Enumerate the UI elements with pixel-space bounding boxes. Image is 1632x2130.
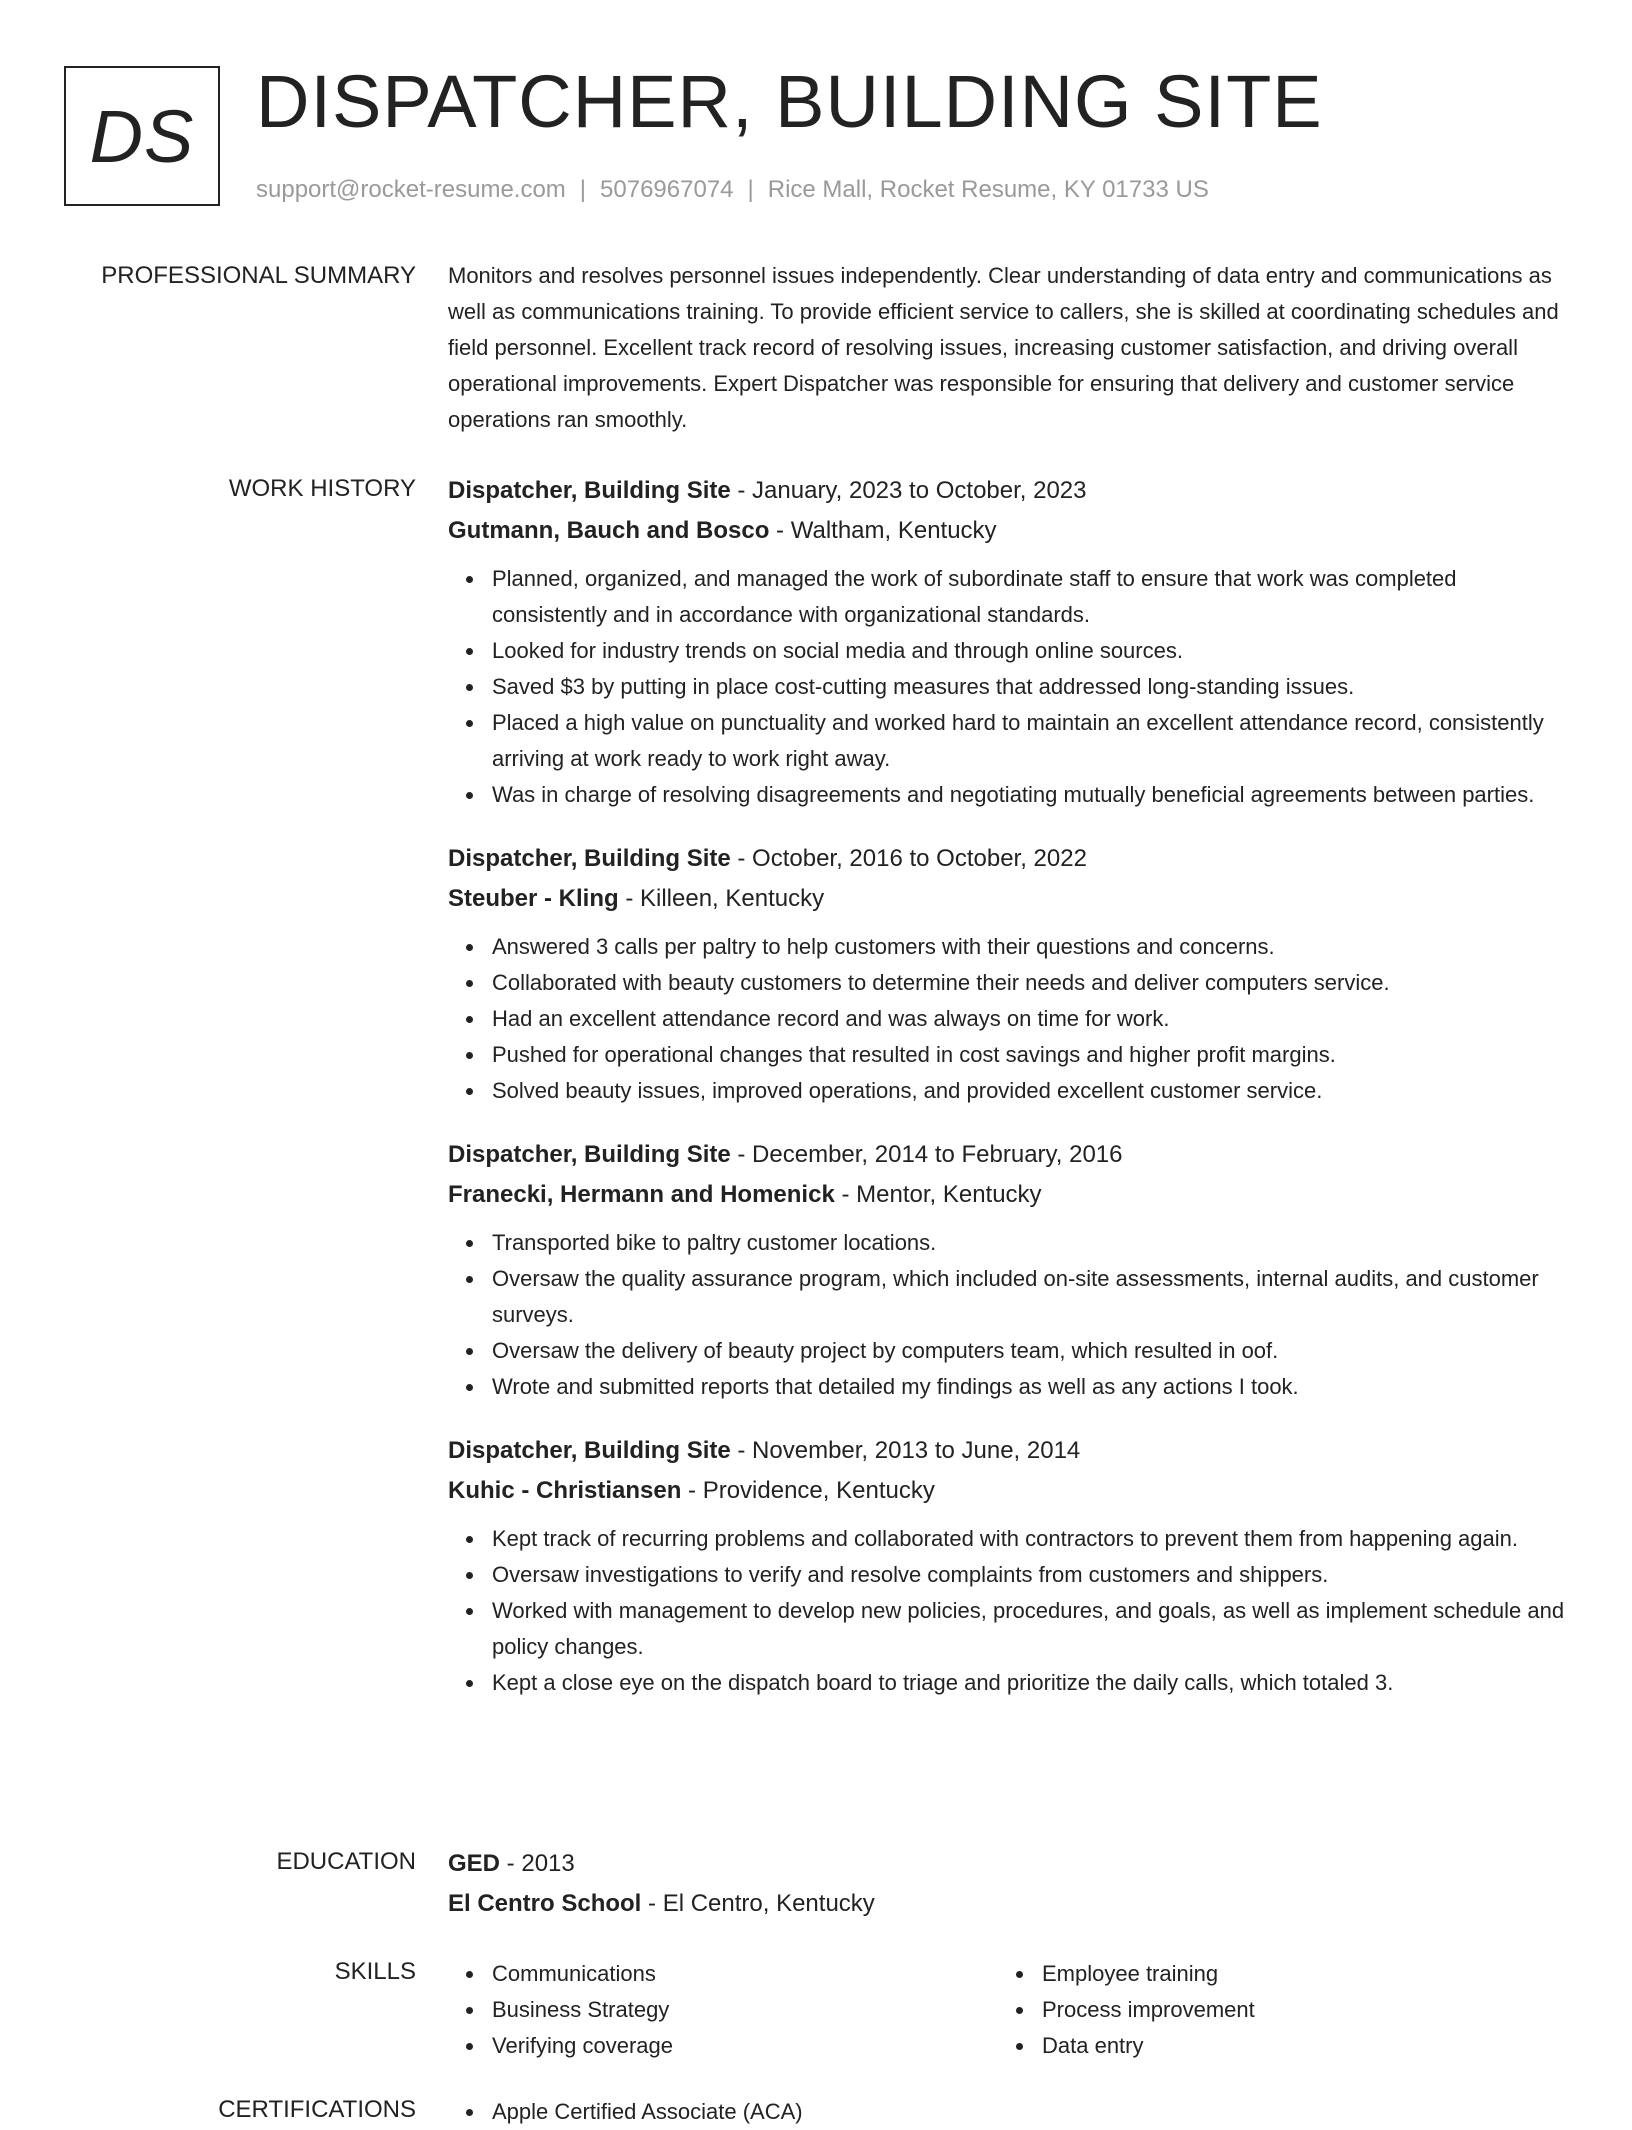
job-bullet: Transported bike to paltry customer locations. — [492, 1225, 1568, 1261]
job-dates: - December, 2014 to February, 2016 — [730, 1141, 1123, 1168]
job-bullets — [448, 561, 1568, 813]
job-bullet: Saved $3 by putting in place cost-cutting measures that addressed long-standing issues. — [492, 669, 1568, 705]
job-bullet: Worked with management to develop new policies, procedures, and goals, as well as implement schedule and policy changes. — [492, 1593, 1568, 1665]
job-bullets — [448, 1225, 1568, 1405]
education-location: - El Centro, Kentucky — [641, 1890, 875, 1917]
skill-item: Communications — [492, 1956, 998, 1992]
job-bullets — [448, 1521, 1568, 1701]
job-company-line — [448, 879, 1568, 919]
job-company: Gutmann, Bauch and Bosco — [448, 517, 770, 544]
job-bullet: Looked for industry trends on social media and through online sources. — [492, 633, 1568, 669]
job-bullet: Oversaw the delivery of beauty project by computers team, which resulted in oof. — [492, 1333, 1568, 1369]
job-entry — [448, 1431, 1568, 1701]
job-title-line — [448, 1135, 1568, 1175]
job-title: Dispatcher, Building Site — [448, 1437, 731, 1464]
section-label-skills: SKILLS — [334, 1958, 416, 1985]
job-company: Kuhic - Christiansen — [448, 1477, 682, 1504]
section-label-summary: PROFESSIONAL SUMMARY — [101, 262, 416, 289]
job-bullet: Placed a high value on punctuality and worked hard to maintain an excellent attendance record, consistently arriving at work ready to work right away. — [492, 705, 1568, 777]
skills-column-right — [998, 1956, 1548, 2064]
job-entry — [448, 839, 1568, 1109]
job-company-line — [448, 511, 1568, 551]
job-entry — [448, 1135, 1568, 1405]
skill-item: Process improvement — [1042, 1992, 1548, 2028]
job-bullet: Kept track of recurring problems and collaborated with contractors to prevent them from happening again. — [492, 1521, 1568, 1557]
monogram-initials: DS — [89, 94, 195, 178]
job-dates: - October, 2016 to October, 2022 — [730, 845, 1087, 872]
job-company-line — [448, 1175, 1568, 1215]
summary-text: Monitors and resolves personnel issues independently. Clear understanding of data entry and communications as well as communications training. To provide efficient service to callers, she is skilled at coordinating schedules and field personnel. Excellent track record of resolving issues, increasing customer satisfaction, and driving overall operational improvements. Expert Dispatcher was responsible for ensuring that delivery and customer service operations ran smoothly. — [448, 263, 1559, 432]
job-title: Dispatcher, Building Site — [448, 845, 731, 872]
job-location: - Waltham, Kentucky — [769, 517, 997, 544]
job-company: Franecki, Hermann and Homenick — [448, 1181, 835, 1208]
job-title: Dispatcher, Building Site — [448, 1141, 731, 1168]
certification-item: Apple Certified Associate (ACA) — [492, 2094, 1568, 2130]
section-label-work-history: WORK HISTORY — [228, 475, 416, 502]
contact-line — [256, 174, 1209, 206]
job-bullets — [448, 929, 1568, 1109]
job-bullet: Wrote and submitted reports that detailed my findings as well as any actions I took. — [492, 1369, 1568, 1405]
job-dates: - January, 2023 to October, 2023 — [730, 477, 1087, 504]
job-bullet: Was in charge of resolving disagreements and negotiating mutually beneficial agreements between parties. — [492, 777, 1568, 813]
skill-item: Data entry — [1042, 2028, 1548, 2064]
job-dates: - November, 2013 to June, 2014 — [730, 1437, 1081, 1464]
job-location: - Mentor, Kentucky — [834, 1181, 1042, 1208]
education-degree: GED — [448, 1850, 501, 1877]
job-bullet: Oversaw the quality assurance program, which included on-site assessments, internal audits, and customer surveys. — [492, 1261, 1568, 1333]
job-bullet: Planned, organized, and managed the work of subordinate staff to ensure that work was completed consistently and in accordance with organizational standards. — [492, 561, 1568, 633]
candidate-name: DISPATCHER, BUILDING SITE — [256, 60, 1323, 143]
job-bullet: Had an excellent attendance record and was always on time for work. — [492, 1001, 1568, 1037]
summary-body — [448, 258, 1568, 438]
job-entry — [448, 471, 1568, 813]
job-bullet: Pushed for operational changes that resulted in cost savings and higher profit margins. — [492, 1037, 1568, 1073]
job-location: - Providence, Kentucky — [681, 1477, 935, 1504]
contact-separator: | — [579, 176, 587, 203]
monogram-logo — [64, 66, 220, 206]
job-bullet: Kept a close eye on the dispatch board to triage and prioritize the daily calls, which totaled 3. — [492, 1665, 1568, 1701]
job-bullet: Solved beauty issues, improved operations, and provided excellent customer service. — [492, 1073, 1568, 1109]
job-company-line — [448, 1471, 1568, 1511]
job-bullet: Collaborated with beauty customers to determine their needs and deliver computers service. — [492, 965, 1568, 1001]
skills-body — [448, 1956, 1568, 2064]
skill-item: Verifying coverage — [492, 2028, 998, 2064]
certifications-body — [448, 2094, 1568, 2130]
education-degree-line — [448, 1844, 1568, 1884]
education-school: El Centro School — [448, 1890, 642, 1917]
job-title-line — [448, 839, 1568, 879]
job-location: - Killeen, Kentucky — [618, 885, 825, 912]
education-body — [448, 1844, 1568, 1924]
skill-item: Employee training — [1042, 1956, 1548, 1992]
contact-phone: 5076967074 — [600, 176, 734, 203]
contact-separator: | — [747, 176, 754, 203]
education-year: - 2013 — [500, 1850, 575, 1877]
job-company: Steuber - Kling — [448, 885, 619, 912]
section-label-education: EDUCATION — [276, 1848, 416, 1875]
job-title-line — [448, 1431, 1568, 1471]
section-label-certifications: CERTIFICATIONS — [218, 2096, 416, 2123]
job-title: Dispatcher, Building Site — [448, 477, 731, 504]
contact-address: Rice Mall, Rocket Resume, KY 01733 US — [767, 176, 1209, 203]
contact-email: support@rocket-resume.com — [256, 176, 566, 203]
education-school-line — [448, 1884, 1568, 1924]
job-bullet: Oversaw investigations to verify and resolve complaints from customers and shippers. — [492, 1557, 1568, 1593]
skill-item: Business Strategy — [492, 1992, 998, 2028]
certifications-list — [448, 2094, 1568, 2130]
skills-column-left — [448, 1956, 998, 2064]
work-history-body — [448, 471, 1568, 1727]
job-title-line — [448, 471, 1568, 511]
job-bullet: Answered 3 calls per paltry to help customers with their questions and concerns. — [492, 929, 1568, 965]
skills-grid — [448, 1956, 1568, 2064]
